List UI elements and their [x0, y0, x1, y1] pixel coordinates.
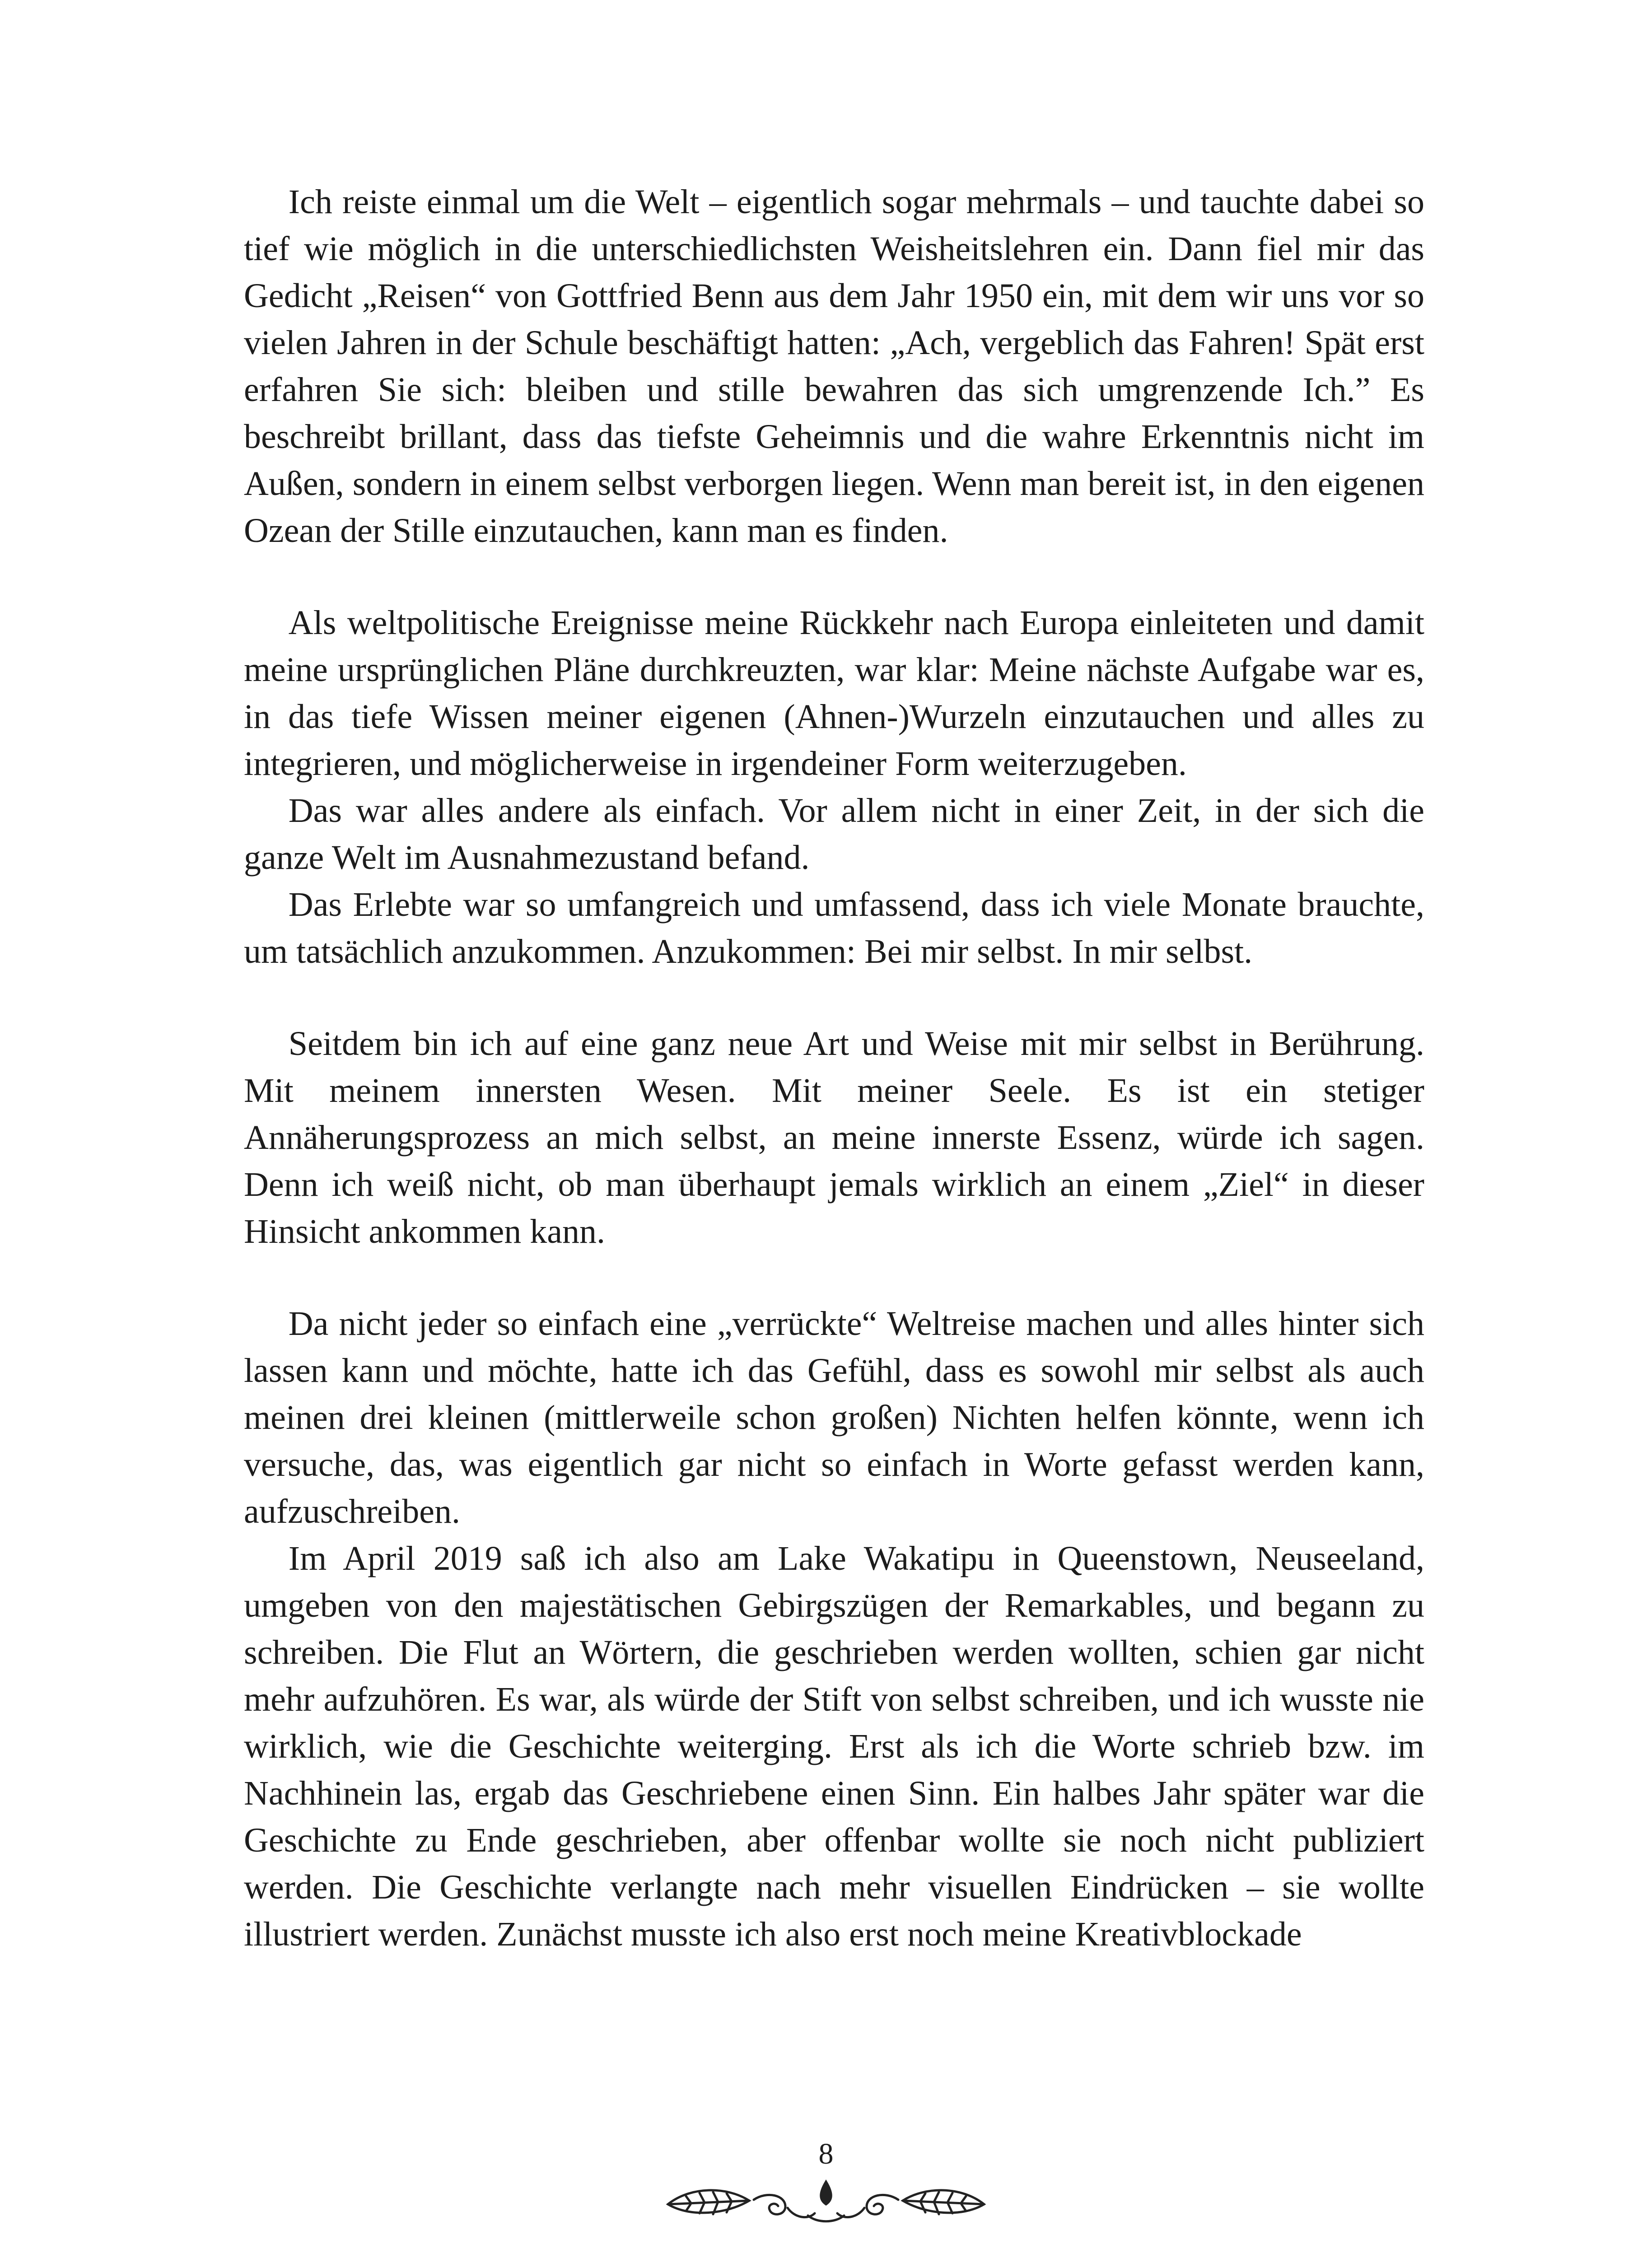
page-body — [244, 178, 1424, 1958]
paragraph-6: Da nicht jeder so einfach eine „verrückte“ Weltreise machen und alles hinter sich lassen kann und möchte, hatte ich das Gefühl, dass es sowohl mir selbst als auch meinen drei kleinen (mittlerweile schon großen) Nichten helfen könnte, wenn ich versuche, das, was eigentlich gar nicht so einfach in Worte gefasst werden kann, aufzuschreiben. — [244, 1305, 1424, 1530]
page-footer — [0, 2138, 1652, 2231]
leaf-scroll-ornament-icon — [659, 2173, 993, 2231]
section-gap — [244, 1255, 1424, 1300]
section-gap — [244, 554, 1424, 599]
paragraph-5: Seitdem bin ich auf eine ganz neue Art und Weise mit mir selbst in Berührung. Mit meinem innersten Wesen. Mit meiner Seele. Es ist ein stetiger Annäherungsprozess an mich selbst, an meine innerste Essenz, würde ich sagen. Denn ich weiß nicht, ob man überhaupt jemals wirklich an einem „Ziel“ in dieser Hinsicht ankommen kann. — [244, 1025, 1424, 1250]
paragraph-1: Ich reiste einmal um die Welt – eigentlich sogar mehrmals – und tauchte dabei so tief wie möglich in die unterschiedlichsten Weisheitslehren ein. Dann fiel mir das Gedicht „Reisen“ von Gottfried Benn aus dem Jahr 1950 ein, mit dem wir uns vor so vielen Jahren in der Schule beschäftigt hatten: „Ach, vergeblich das Fahren! Spät erst erfahren Sie sich: bleiben und stille bewahren das sich umgrenzende Ich.” Es beschreibt brillant, dass das tiefste Geheimnis und die wahre Erkenntnis nicht im Außen, sondern in einem selbst verborgen liegen. Wenn man bereit ist, in den eigenen Ozean der Stille einzutauchen, kann man es finden. — [244, 183, 1424, 550]
paragraph-2: Als weltpolitische Ereignisse meine Rückkehr nach Europa einleiteten und damit meine ursprünglichen Pläne durchkreuzten, war klar: Meine nächste Aufgabe war es, in das tiefe Wissen meiner eigenen (Ahnen-)Wurzeln einzutauchen und alles zu integrieren, und möglicherweise in irgendeiner Form weiterzugeben. — [244, 604, 1424, 783]
paragraph-3: Das war alles andere als einfach. Vor allem nicht in einer Zeit, in der sich die ganze Welt im Ausnahmezustand befand. — [244, 792, 1424, 877]
page-number: 8 — [818, 2137, 834, 2170]
section-gap — [244, 975, 1424, 1020]
paragraph-4: Das Erlebte war so umfangreich und umfassend, dass ich viele Monate brauchte, um tatsächlich anzukommen. Anzukommen: Bei mir selbst. In mir selbst. — [244, 886, 1424, 970]
paragraph-7: Im April 2019 saß ich also am Lake Wakatipu in Queenstown, Neuseeland, umgeben von den majestätischen Gebirgszügen der Remarkables, und begann zu schreiben. Die Flut an Wörtern, die geschrieben werden wollten, schien gar nicht mehr aufzuhören. Es war, als würde der Stift von selbst schreiben, und ich wusste nie wirklich, wie die Geschichte weiterging. Erst als ich die Worte schrieb bzw. im Nachhinein las, ergab das Geschriebene einen Sinn. Ein halbes Jahr später war die Geschichte zu Ende geschrieben, aber offenbar wollte sie noch nicht publiziert werden. Die Geschichte verlangte nach mehr visuellen Eindrücken – sie wollte illustriert werden. Zunächst musste ich also erst noch meine Kreativblockade — [244, 1540, 1424, 1953]
